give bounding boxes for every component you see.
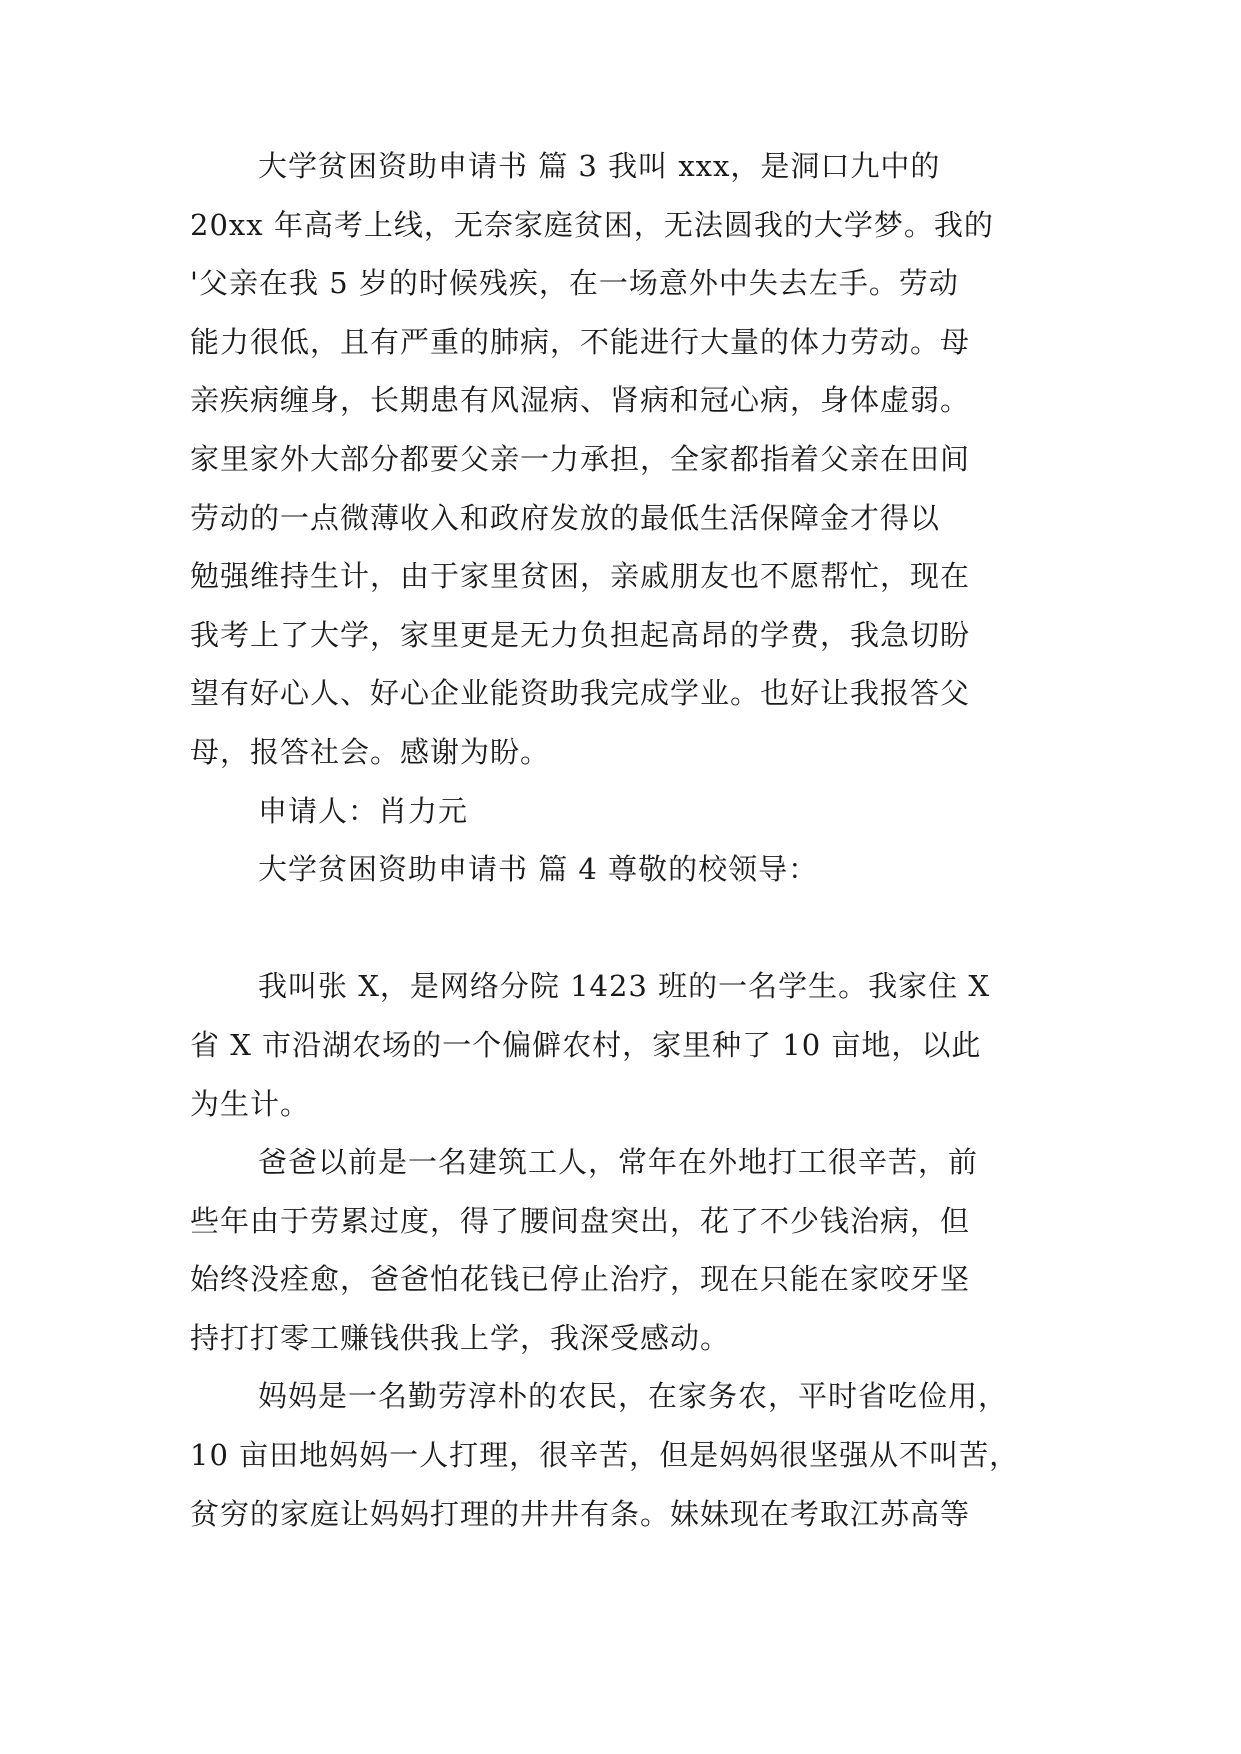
section3-line-1: 大学贫困资助申请书 篇 3 我叫 xxx，是洞口九中的: [258, 149, 941, 183]
section4-para3-line-2: 10 亩田地妈妈一人打理，很辛苦，但是妈妈很坚强从不叫苦，: [190, 1438, 1020, 1473]
section4-para2-line-1: 爸爸以前是一名建筑工人，常年在外地打工很辛苦，前: [258, 1145, 979, 1180]
section4-para1-line-3: 为生计。: [190, 1086, 311, 1121]
section4-para2-line-4: 持打打零工赚钱供我上学，我深受感动。: [190, 1320, 731, 1355]
section4-para2-line-3: 始终没痊愈，爸爸怕花钱已停止治疗，现在只能在家咬牙坚: [190, 1262, 971, 1297]
document-body: [190, 137, 1050, 1543]
section4-para1-line-1: 我叫张 X，是网络分院 1423 班的一名学生。我家住 X: [258, 969, 990, 1004]
section3-line-7: 劳动的一点微薄收入和政府发放的最低生活保障金才得以: [190, 500, 941, 535]
section3-line-8: 勉强维持生计，由于家里贫困，亲戚朋友也不愿帮忙，现在: [190, 559, 971, 594]
section3-line-3: '父亲在我 5 岁的时候残疾，在一场意外中失去左手。劳动: [190, 266, 959, 301]
section4-para3-line-1: 妈妈是一名勤劳淳朴的农民，在家务农，平时省吃俭用，: [258, 1379, 1009, 1414]
section3-line-2: 20xx 年高考上线，无奈家庭贫困，无法圆我的大学梦。我的: [190, 207, 994, 242]
section3-line-5: 亲疾病缠身，长期患有风湿病、肾病和冠心病，身体虚弱。: [190, 383, 971, 418]
section4-heading: 大学贫困资助申请书 篇 4 尊敬的校领导：: [258, 852, 819, 887]
section4-para1-line-2: 省 X 市沿湖农场的一个偏僻农村，家里种了 10 亩地，以此: [190, 1027, 982, 1062]
section4-para3-line-3: 贫穷的家庭让妈妈打理的井井有条。妹妹现在考取江苏高等: [190, 1496, 971, 1531]
section3-line-10: 望有好心人、好心企业能资助我完成学业。也好让我报答父: [190, 676, 971, 711]
section3-line-6: 家里家外大部分都要父亲一力承担，全家都指着父亲在田间: [190, 441, 971, 476]
section3-line-9: 我考上了大学，家里更是无力负担起高昂的学费，我急切盼: [190, 617, 971, 652]
section4-para2-line-2: 些年由于劳累过度，得了腰间盘突出，花了不少钱治病，但: [190, 1203, 971, 1238]
blank-line: [190, 899, 1050, 958]
section3-line-11: 母，报答社会。感谢为盼。: [190, 734, 551, 769]
section3-line-4: 能力很低，且有严重的肺病，不能进行大量的体力劳动。母: [190, 324, 971, 359]
applicant-signature: 申请人：肖力元: [258, 793, 469, 828]
